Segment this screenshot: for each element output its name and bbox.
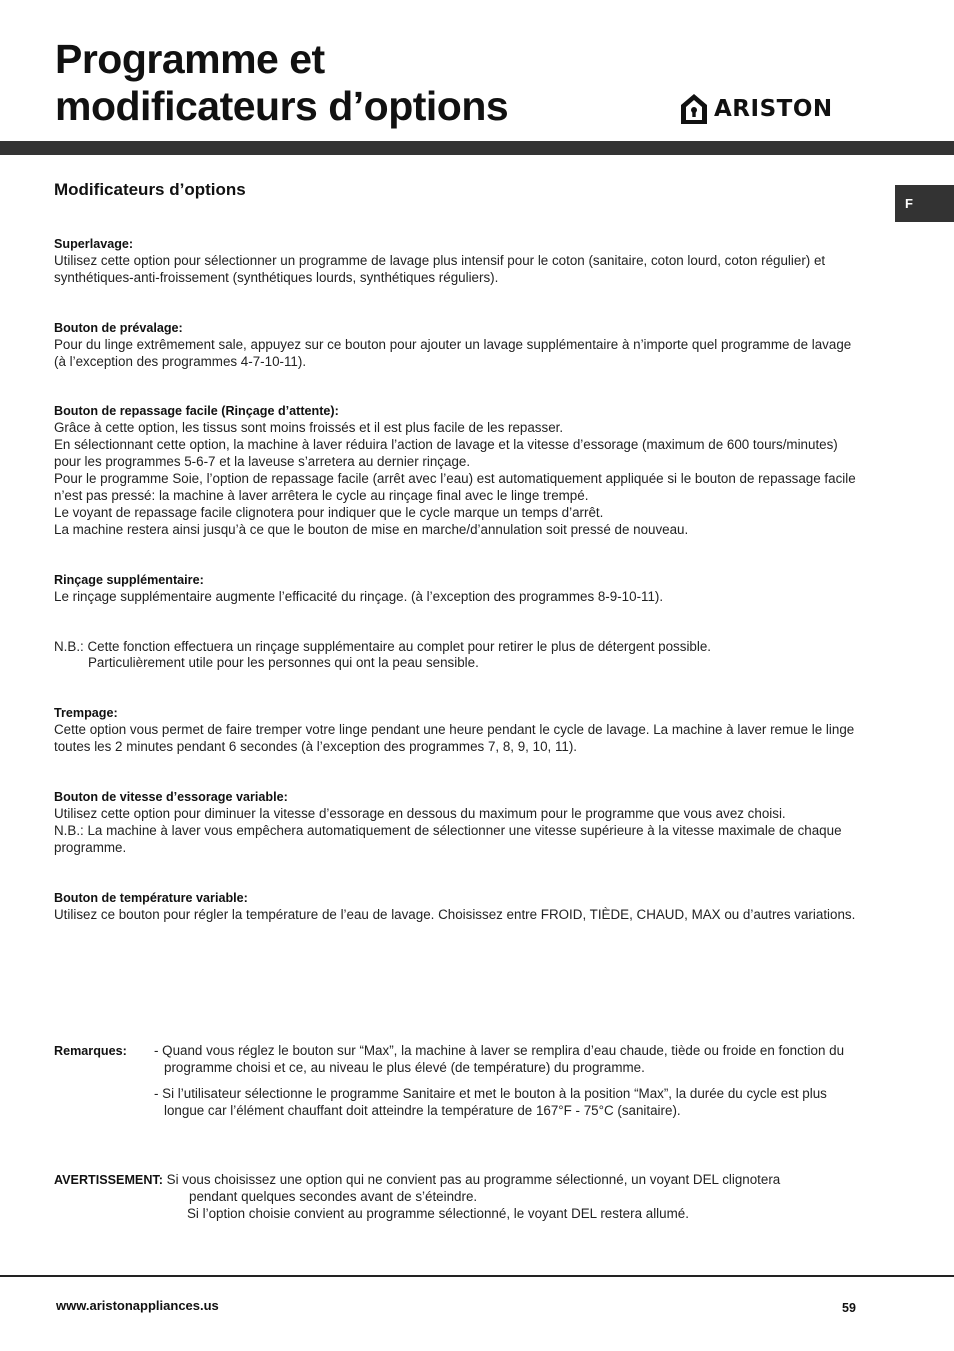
option-text: Le voyant de repassage facile clignotera pour indiquer que le cycle marque un temps d’arrêt. (54, 504, 604, 520)
page-title-line-1: Programme et (55, 36, 325, 82)
avertissement-line-2: pendant quelques secondes avant de s’éteindre. (189, 1188, 478, 1204)
remarques-label: Remarques: (54, 1044, 127, 1058)
house-logo-icon (680, 93, 708, 125)
option-heading: Bouton de prévalage: (54, 320, 183, 335)
option-heading: Superlavage: (54, 237, 134, 251)
page-title-line-2: modificateurs d’options (55, 83, 509, 129)
option-superlavage (54, 236, 864, 287)
option-text: Pour du linge extrêmement sale, appuyez sur ce bouton pour ajouter un lavage supplémentaire à n’importe quel programme de lavage (à l’exception des programmes 4-7-10-11). (54, 336, 852, 369)
nb-note-line-2: Particulièrement utile pour les personnes qui ont la peau sensible. (88, 655, 479, 671)
option-heading: Rinçage supplémentaire: (54, 572, 204, 587)
options-content (54, 236, 864, 923)
option-text: En sélectionnant cette option, la machine à laver réduira l’action de lavage et la vitesse d’essorage (maximum de 600 tours/minutes) pour les programmes 5-6-7 et la laveuse s’arretera au dernier rinçage. (54, 437, 838, 470)
ariston-logo (680, 92, 833, 126)
remarque-item: - Quand vous réglez le bouton sur “Max”, la machine à laver se remplira d’eau chaude, tiède ou froide en fonction du programme choisi et ce, au niveau le plus élevé (de température) du programme. (154, 1043, 845, 1075)
option-heading: Trempage: (54, 706, 118, 721)
option-heading: Bouton de température variable: (54, 890, 248, 905)
avertissement-text: Si vous choisissez une option qui ne convient pas au programme sélectionné, un voyant DEL clignotera (166, 1172, 781, 1187)
option-text: N.B.: La machine à laver vous empêchera automatiquement de sélectionner une vitesse supérieure à la vitesse maximale de chaque programme. (54, 822, 842, 855)
footer-divider (0, 1275, 954, 1277)
avertissement-line-3: Si l’option choisie convient au programme sélectionné, le voyant DEL restera allumé. (187, 1205, 689, 1221)
option-text: Utilisez cette option pour sélectionner un programme de lavage plus intensif pour le coton (sanitaire, coton lourd, coton régulier) et synthétiques-anti-froissement (synthétiques lourds, synthétiques réguliers). (54, 252, 826, 285)
option-repassage-facile (54, 403, 864, 538)
option-text: Utilisez cette option pour diminuer la vitesse d’essorage en dessous du maximum pour le programme que vous avez choisi. (54, 805, 786, 821)
logo-wordmark: ARISTON (714, 96, 833, 122)
footer-url: www.aristonappliances.us (56, 1298, 219, 1313)
page-title (55, 36, 508, 130)
option-text: Cette option vous permet de faire tremper votre linge pendant une heure pendant le cycle de lavage. La machine à laver remue le linge toutes les 2 minutes pendant 6 secondes (à l’exception des programmes 7, 8, 9, 10, 11). (54, 722, 855, 755)
option-text: Grâce à cette option, les tissus sont moins froissés et il est plus facile de les repasser. (54, 420, 564, 436)
option-heading: Bouton de repassage facile (Rinçage d’attente): (54, 404, 339, 419)
option-temperature-variable (54, 890, 864, 924)
avertissement-section (54, 1172, 864, 1223)
section-title: Modificateurs d’options (54, 180, 246, 199)
remarques-section (54, 1043, 864, 1120)
option-rincage-supplementaire (54, 572, 864, 606)
nb-note-line-1: N.B.: Cette fonction effectuera un rinçage supplémentaire au complet pour retirer le plus de détergent possible. (54, 638, 712, 654)
header-bar (0, 141, 954, 155)
page-number: 59 (842, 1301, 856, 1315)
option-text: Le rinçage supplémentaire augmente l’efficacité du rinçage. (à l’exception des programmes 8-9-10-11). (54, 588, 664, 604)
option-heading: Bouton de vitesse d’essorage variable: (54, 790, 288, 805)
option-text: La machine restera ainsi jusqu’à ce que le bouton de mise en marche/d’annulation soit pressé de nouveau. (54, 521, 689, 537)
option-vitesse-essorage (54, 789, 864, 857)
avertissement-label: AVERTISSEMENT: (54, 1173, 163, 1187)
option-text: Pour le programme Soie, l’option de repassage facile (arrêt avec l’eau) est automatiquement appliquée si le bouton de repassage facile n’est pas pressé: la machine à laver arrêtera le cycle au rinçage final avec le linge trempé. (54, 471, 856, 503)
option-text: Utilisez ce bouton pour régler la température de l’eau de lavage. Choisissez entre FROID, TIÈDE, CHAUD, MAX ou d’autres variations. (54, 906, 856, 922)
option-prevalage (54, 320, 864, 371)
nb-note (54, 639, 864, 673)
avertissement-line-1 (54, 1172, 864, 1189)
option-trempage (54, 705, 864, 756)
language-tab: F (895, 185, 954, 222)
remarque-item: - Si l’utilisateur sélectionne le programme Sanitaire et met le bouton à la position “Max”, la durée du cycle est plus longue car l’élément chauffant doit atteindre la température de 167°F - 75°C (sanitaire). (154, 1085, 827, 1118)
